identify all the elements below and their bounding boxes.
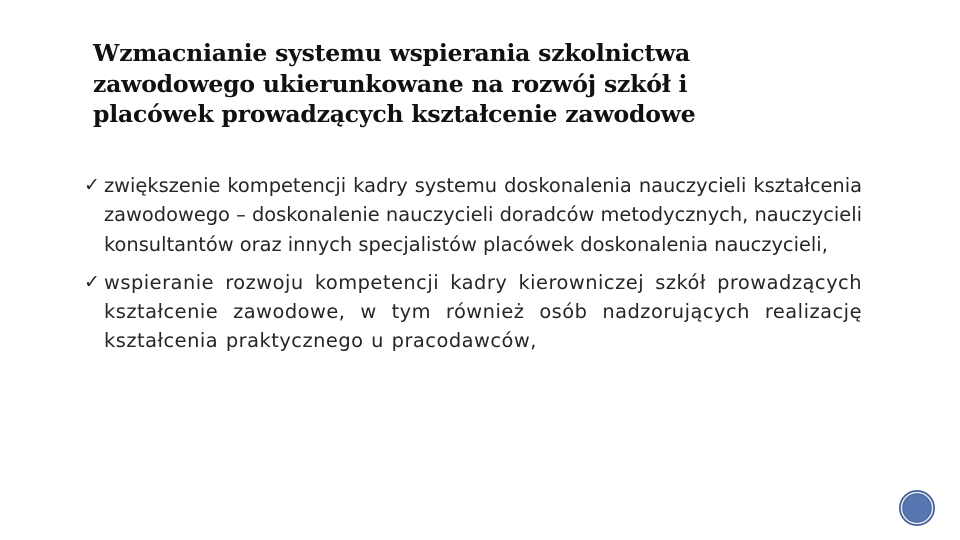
slide-number-badge-icon	[898, 489, 936, 527]
bullet-list	[84, 171, 862, 365]
checkmark-icon: ✓	[84, 174, 100, 196]
slide-title: Wzmacnianie systemu wspierania szkolnictwa zawodowego ukierunkowane na rozwój szkół i placówek prowadzących kształcenie zawodowe	[93, 39, 696, 128]
bullet-item	[84, 268, 862, 356]
bullet-text: wspieranie rozwoju kompetencji kadry kierowniczej szkół prowadzących kształcenie zawodowe, w tym również osób nadzorujących realizację kształcenia praktycznego u pracodawców,	[104, 270, 862, 353]
bullet-text: zwiększenie kompetencji kadry systemu doskonalenia nauczycieli kształcenia zawodowego – doskonalenie nauczycieli doradców metodycznych, nauczycieli konsultantów oraz innych specjalistów placówek doskonalenia nauczycieli,	[104, 174, 862, 256]
bullet-item	[84, 171, 862, 259]
checkmark-icon: ✓	[84, 270, 101, 293]
